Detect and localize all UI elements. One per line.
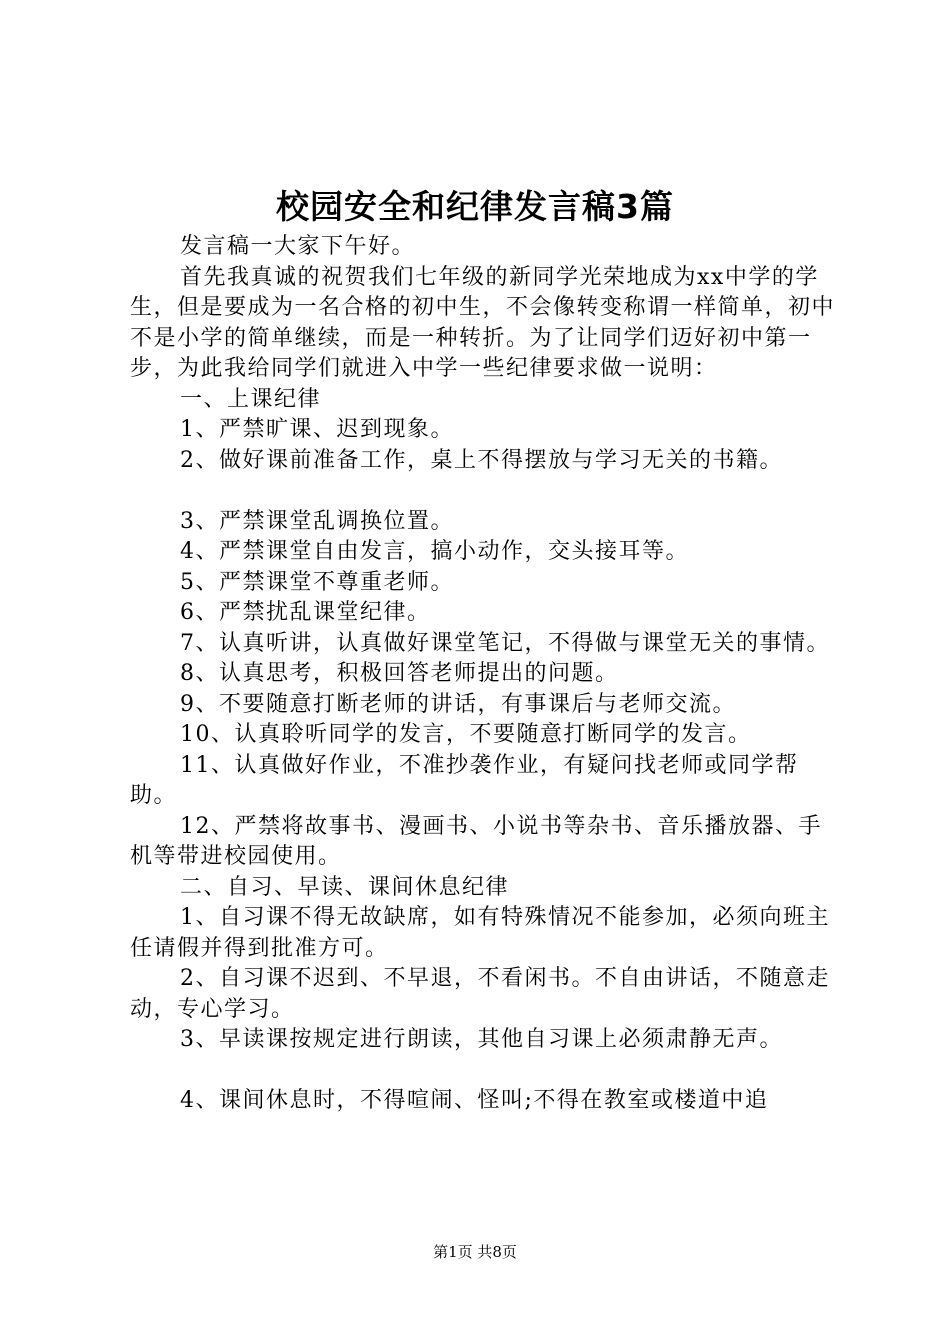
document-body [130,232,836,1117]
paragraph: 发言稿一大家下午好。 [180,234,416,259]
paragraph: 12、严禁将故事书、漫画书、小说书等杂书、音乐播放器、手机等带进校园使用。 [130,813,822,869]
paragraph: 6、严禁扰乱课堂纪律。 [180,600,431,625]
paragraph: 1、严禁旷课、迟到现象。 [180,417,454,442]
paragraph: 4、课间休息时，不得喧闹、怪叫;不得在教室或楼道中追 [180,1088,769,1113]
paragraph: 2、做好课前准备工作，桌上不得摆放与学习无关的书籍。 [180,447,783,473]
paragraph: 11、认真做好作业，不准抄袭作业，有疑问找老师或同学帮助。 [130,752,799,808]
paragraph: 4、严禁课堂自由发言，搞小动作，交头接耳等。 [180,539,689,564]
paragraph: 二、自习、早读、课间休息纪律 [180,874,510,900]
paragraph: 一、上课纪律 [180,386,322,412]
document-title: 校园安全和纪律发言稿3篇 [276,187,674,226]
paragraph: 首先我真诚的祝贺我们七年级的新同学光荣地成为xx中学的学生，但是要成为一名合格的初中生，不会像转变称谓一样简单，初中不是小学的简单继续，而是一种转折。为了让同学们迈好初中第一步，为此我给同学们就进入中学一些纪律要求做一说明： [130,264,836,381]
paragraph: 3、早读课按规定进行朗读，其他自习课上必须肃静无声。 [180,1027,783,1052]
paragraph: 3、严禁课堂乱调换位置。 [180,508,454,534]
paragraph: 9、不要随意打断老师的讲话，有事课后与老师交流。 [180,691,736,717]
page-footer: 第1页 共8页 [433,1243,517,1261]
paragraph: 7、认真听讲，认真做好课堂笔记，不得做与课堂无关的事情。 [180,630,830,656]
paragraph: 10、认真聆听同学的发言，不要随意打断同学的发言。 [180,722,752,747]
paragraph: 5、严禁课堂不尊重老师。 [180,569,454,595]
paragraph: 8、认真思考，积极回答老师提出的问题。 [180,661,619,686]
blank-line [130,1056,836,1087]
blank-line [130,476,836,507]
paragraph: 2、自习课不迟到、不早退，不看闲书。不自由讲话，不随意走动，专心学习。 [130,966,830,1022]
paragraph: 1、自习课不得无故缺席，如有特殊情况不能参加，必须向班主任请假并得到批准方可。 [130,905,830,961]
